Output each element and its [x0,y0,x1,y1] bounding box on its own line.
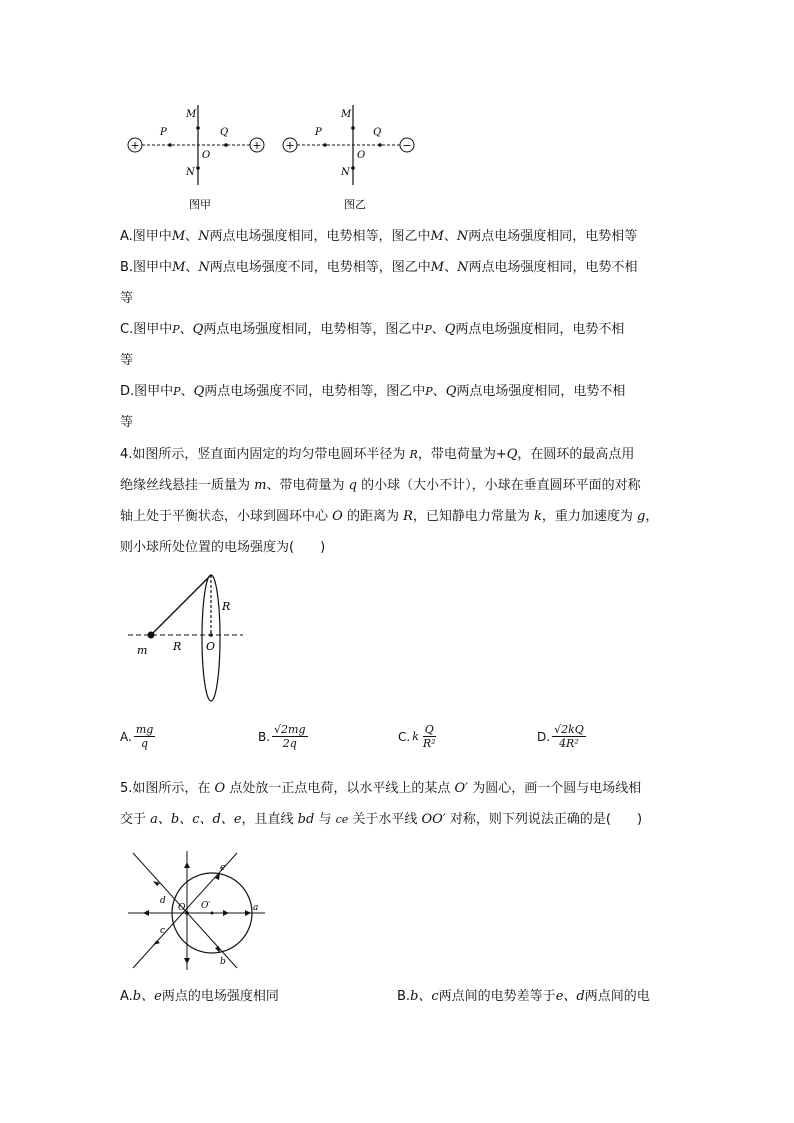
q5-option-a: A.b、e两点的电场强度相同 [120,989,279,1004]
label-O-2: O [357,150,366,161]
q3-option-b: B.图甲中M、N两点电场强度不同，电势相等，图乙中M、N两点电场强度相同，电势不相 [120,260,638,275]
q3-option-d: D.图甲中P、Q两点电场强度不同，电势相等，图乙中P、Q两点电场强度相同，电势不相 [120,384,626,399]
q4-option-a: A. $\frac{mg}{q}$ [120,723,154,750]
q4-option-d: D. $\frac{√2kQ}{\text{4R²}}$ [537,723,584,750]
field-label-d: d [160,896,166,906]
q5-option-b: B.b、c两点间的电势差等于e、d两点间的电 [397,989,650,1004]
label-Q-2: Q [373,127,382,138]
ring-label-R-top: R [222,600,231,613]
field-label-O: O [178,903,186,913]
ring-label-O: O [206,640,216,653]
q4-line-2: 绝缘丝线悬挂一质量为 m、带电荷量为 q 的小球（大小不计），小球在垂直圆环平面的对称 [120,478,641,493]
q4-line-4: 则小球所处位置的电场强度为( ) [120,540,326,555]
charge-right-2: − [402,139,412,152]
q3-option-c-wrap: 等 [120,353,134,368]
charge-left-1: + [130,139,140,152]
q3-option-a: A.图甲中M、N两点电场强度相同，电势相等，图乙中M、N两点电场强度相同，电势相等 [120,229,638,244]
q5-line-1: 5.如图所示，在 O 点处放一正点电荷，以水平线上的某点 O′ 为圆心，画一个圆与电场线相 [120,781,642,796]
caption-left: 图甲 [189,198,211,211]
q4-line-1: 4.如图所示，竖直面内固定的均匀带电圆环半径为 R，带电荷量为+Q，在圆环的最高点用 [120,447,635,462]
figure-field-lines [125,848,270,973]
field-label-a: a [253,903,259,913]
ring-label-m: m [137,644,148,657]
figure-right [283,105,414,211]
q5-line-2: 交于 a、b、c、d、e，且直线 bd 与 ce 关于水平线 OO′ 对称，则下列说法正确的是( ) [120,812,643,827]
q4-option-c: C. k $\frac{Q}{\text{R²}}$ [398,723,436,750]
figure-ring [125,568,250,708]
field-label-c: c [160,926,166,936]
q3-option-c: C.图甲中P、Q两点电场强度相同，电势相等，图乙中P、Q两点电场强度相同，电势不相 [120,322,625,337]
label-O: O [202,150,211,161]
q4-line-3: 轴上处于平衡状态，小球到圆环中心 O 的距离为 R，已知静电力常量为 k，重力加速度为 g， [120,509,659,524]
charge-left-2: + [252,139,262,152]
q4-option-b: B. $\frac{√2mg}{2q}$ [258,723,306,750]
label-N-2: N [341,167,350,178]
figure-charges [120,100,440,215]
ring-label-R-bottom: R [173,640,182,653]
figure-left [128,105,264,211]
label-M: M [186,109,197,120]
label-Q: Q [220,127,229,138]
label-M-2: M [341,109,352,120]
field-label-O-prime: O′ [201,901,211,911]
label-N: N [186,167,195,178]
label-P-2: P [315,127,322,138]
label-P: P [160,127,167,138]
caption-right: 图乙 [344,198,366,211]
field-label-e: e [220,863,226,873]
charge-right-1: + [285,139,295,152]
q3-option-b-wrap: 等 [120,291,134,306]
q3-option-d-wrap: 等 [120,415,134,430]
field-label-b: b [220,957,226,967]
